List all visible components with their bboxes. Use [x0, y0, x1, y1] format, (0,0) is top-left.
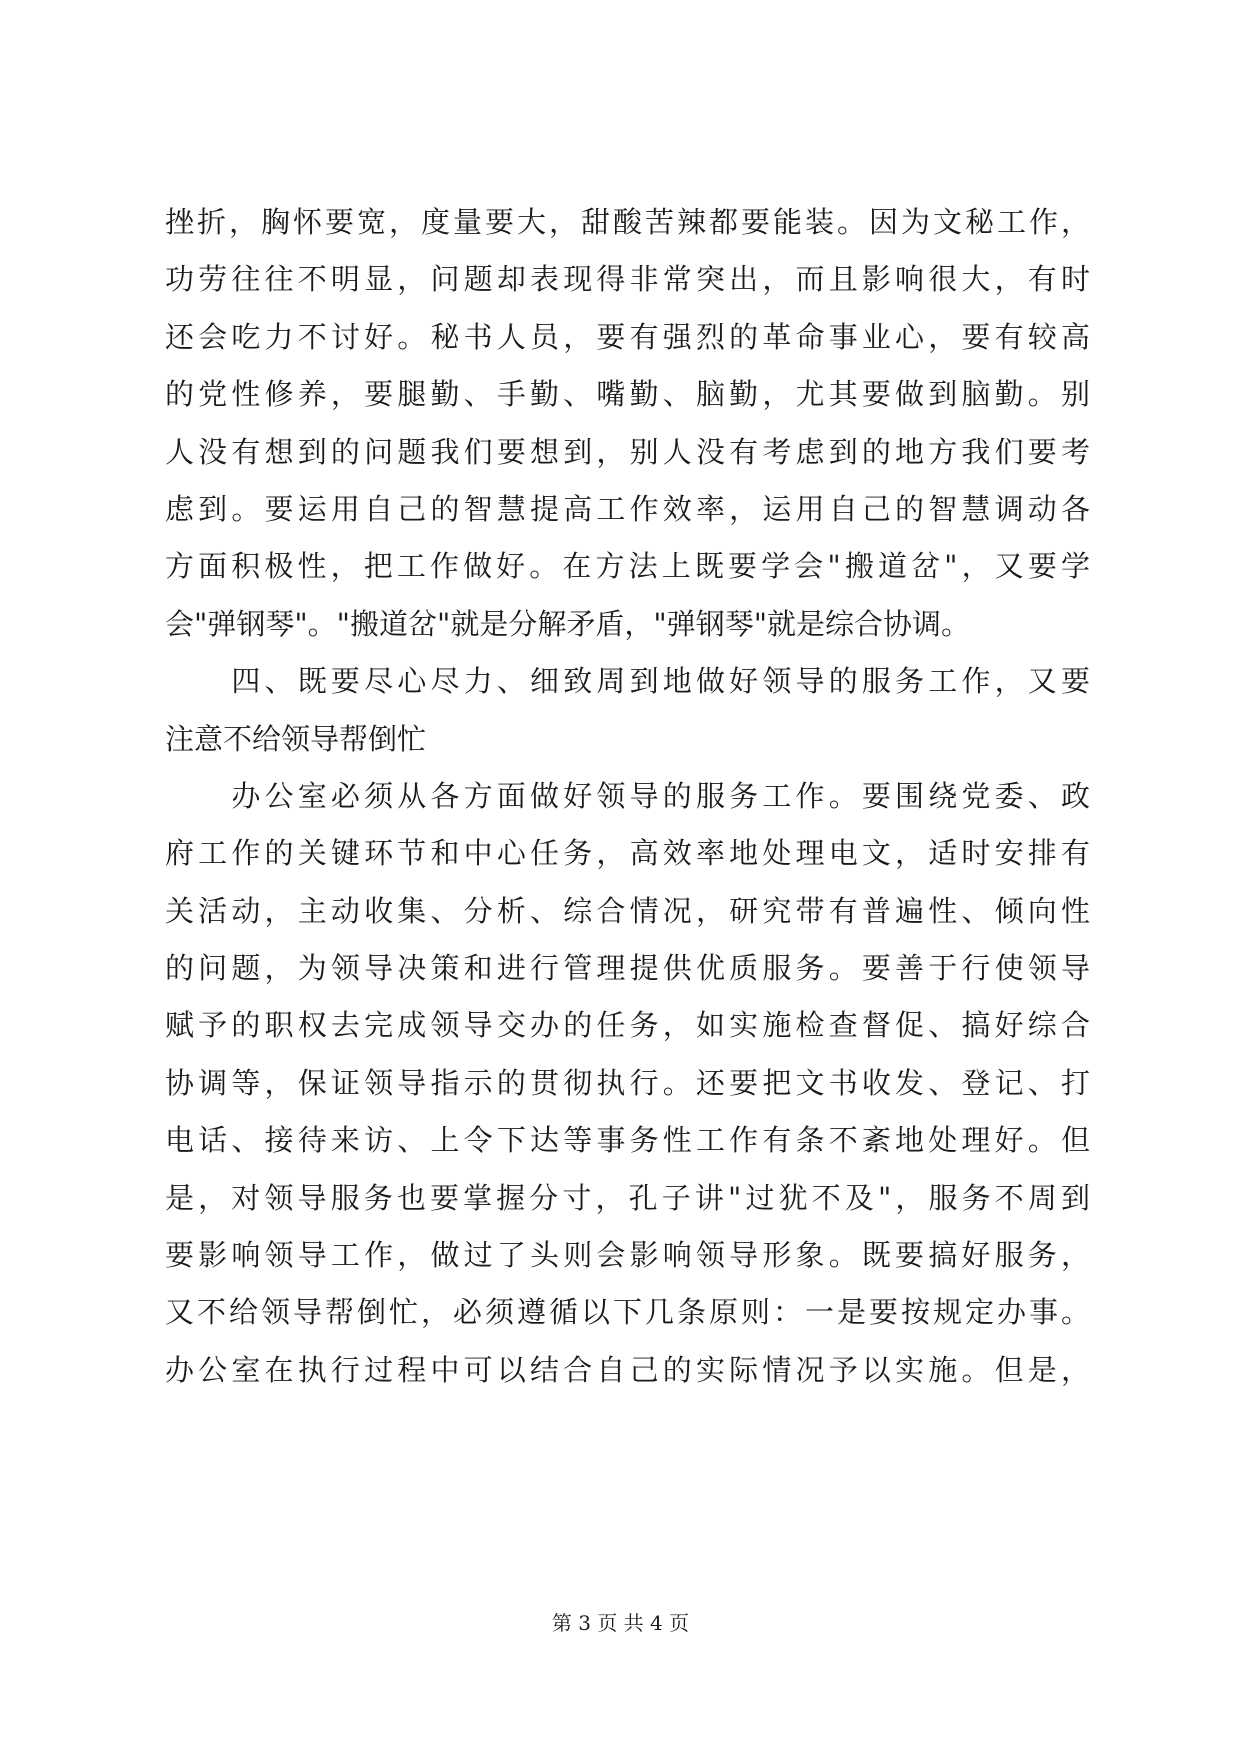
text-line: 的党性修养，要腿勤、手勤、嘴勤、脑勤，尤其要做到脑勤。别: [165, 377, 1090, 412]
text-line: 办公室在执行过程中可以结合自己的实际情况予以实施。但是，: [165, 1352, 1090, 1387]
text-line: 又不给领导帮倒忙，必须遵循以下几条原则：一是要按规定办事。: [165, 1295, 1090, 1330]
text-line: 关活动，主动收集、分析、综合情况，研究带有普遍性、倾向性: [165, 893, 1090, 928]
text-line: 还会吃力不讨好。秘书人员，要有强烈的革命事业心，要有较高: [165, 319, 1090, 354]
text-line: 的问题，为领导决策和进行管理提供优质服务。要善于行使领导: [165, 951, 1090, 986]
text-line: 虑到。要运用自己的智慧提高工作效率，运用自己的智慧调动各: [165, 491, 1090, 526]
text-line: 办公室必须从各方面做好领导的服务工作。要围绕党委、政: [165, 778, 1090, 813]
text-line: 电话、接待来访、上令下达等事务性工作有条不紊地处理好。但: [165, 1123, 1090, 1158]
section-heading-line: 四、既要尽心尽力、细致周到地做好领导的服务工作，又要: [165, 664, 1090, 699]
page-number-footer: 第 3 页 共 4 页: [551, 1611, 690, 1635]
text-line: 协调等，保证领导指示的贯彻执行。还要把文书收发、登记、打: [165, 1065, 1090, 1100]
text-line: 功劳往往不明显，问题却表现得非常突出，而且影响很大，有时: [165, 262, 1090, 297]
text-line: 人没有想到的问题我们要想到，别人没有考虑到的地方我们要考: [165, 434, 1090, 469]
section-heading-line: 注意不给领导帮倒忙: [165, 721, 427, 756]
text-line: 府工作的关键环节和中心任务，高效率地处理电文，适时安排有: [165, 836, 1090, 871]
text-line: 赋予的职权去完成领导交办的任务，如实施检查督促、搞好综合: [165, 1008, 1090, 1043]
body-text: [165, 194, 1090, 1399]
text-line: 挫折，胸怀要宽，度量要大，甜酸苦辣都要能装。因为文秘工作，: [165, 205, 1090, 239]
text-line: 会"弹钢琴"。"搬道岔"就是分解矛盾，"弹钢琴"就是综合协调。: [165, 606, 971, 641]
text-line: 要影响领导工作，做过了头则会影响领导形象。既要搞好服务，: [165, 1238, 1090, 1273]
text-line: 方面积极性，把工作做好。在方法上既要学会"搬道岔"，又要学: [165, 549, 1090, 584]
text-line: 是，对领导服务也要掌握分寸，孔子讲"过犹不及"，服务不周到: [165, 1180, 1090, 1215]
